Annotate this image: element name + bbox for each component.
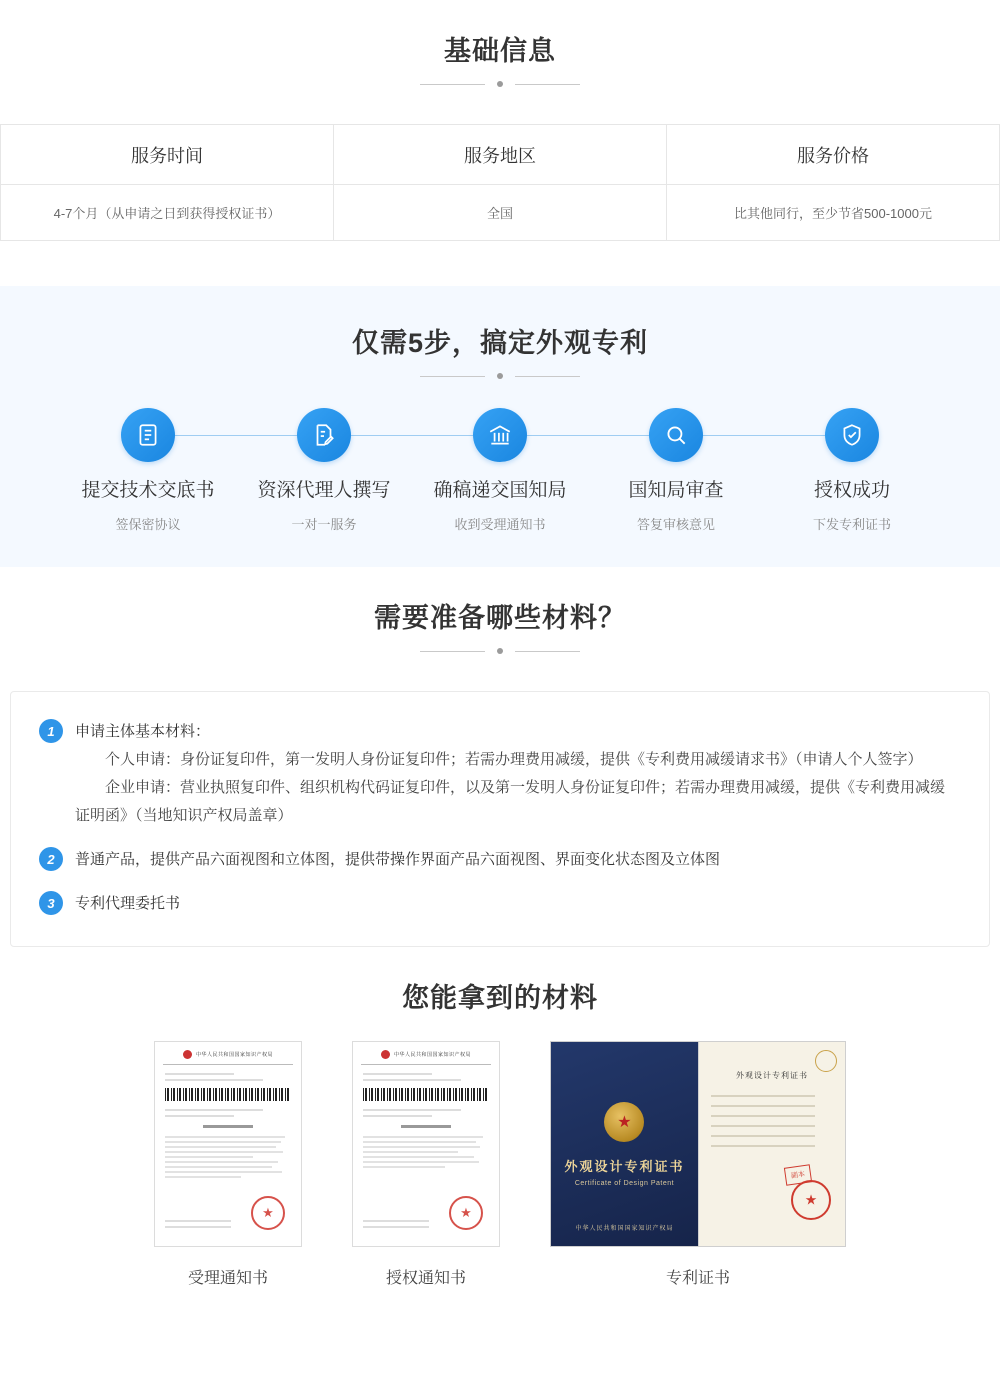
step-label: 授权成功 bbox=[813, 480, 890, 501]
certificate-field-lines bbox=[711, 1095, 833, 1147]
basic-info-heading bbox=[0, 0, 1000, 90]
national-emblem-icon bbox=[381, 1050, 390, 1059]
red-seal-icon bbox=[449, 1196, 483, 1230]
materials-heading bbox=[0, 567, 1000, 657]
red-seal-icon bbox=[791, 1180, 831, 1220]
certificate-inner-page bbox=[698, 1042, 845, 1246]
document-thumbnail bbox=[154, 1041, 302, 1247]
document-header bbox=[363, 1050, 489, 1059]
list-item-number: 1 bbox=[39, 719, 63, 743]
certificate-issuer: 中华人民共和国国家知识产权局 bbox=[575, 1226, 674, 1232]
column-header-service-price: 服务价格 bbox=[667, 125, 1000, 185]
step-label: 资深代理人撰写 bbox=[257, 480, 391, 501]
barcode bbox=[165, 1088, 291, 1101]
basic-info-table bbox=[0, 124, 1000, 241]
step-sublabel: 答复审核意见 bbox=[636, 517, 715, 532]
decoration-line-right bbox=[515, 376, 580, 377]
magnifier-icon bbox=[649, 408, 703, 462]
document-subtitle bbox=[363, 1125, 489, 1128]
national-emblem-icon bbox=[183, 1050, 192, 1059]
edit-document-icon bbox=[297, 408, 351, 462]
page-title: 基础信息 bbox=[444, 36, 556, 66]
divider bbox=[361, 1064, 491, 1065]
deliverables-list bbox=[0, 1041, 1000, 1298]
step-sublabel: 签保密协议 bbox=[115, 517, 181, 532]
certificate-cover bbox=[551, 1042, 698, 1246]
document-body bbox=[165, 1136, 291, 1178]
document-header-text: 中华人民共和国国家知识产权局 bbox=[393, 1052, 471, 1058]
document-meta-lines bbox=[165, 1073, 291, 1081]
list-item-body bbox=[75, 846, 720, 874]
steps-heading bbox=[0, 316, 1000, 382]
materials-title: 需要准备哪些材料？ bbox=[374, 603, 626, 633]
decoration-dot bbox=[497, 81, 503, 87]
column-header-service-region: 服务地区 bbox=[334, 125, 667, 185]
title-decoration bbox=[420, 372, 580, 382]
duplicate-stamp: 副本 bbox=[784, 1164, 812, 1185]
list-item-lead: 普通产品，提供产品六面视图和立体图，提供带操作界面产品六面视图、界面变化状态图及立体图 bbox=[75, 851, 721, 868]
barcode bbox=[363, 1088, 489, 1101]
document-body bbox=[363, 1136, 489, 1168]
document-header-text: 中华人民共和国国家知识产权局 bbox=[195, 1052, 273, 1058]
step-item-4 bbox=[588, 408, 764, 533]
deliverable-caption: 专利证书 bbox=[665, 1270, 730, 1287]
certificate-inner-title: 外观设计专利证书 bbox=[735, 1071, 808, 1080]
decoration-line-left bbox=[420, 376, 485, 377]
government-building-icon bbox=[473, 408, 527, 462]
deliverable-item-grant-notice bbox=[352, 1041, 500, 1288]
deliverable-item-acceptance-notice bbox=[154, 1041, 302, 1288]
document-meta-lines-2 bbox=[363, 1109, 489, 1117]
list-item bbox=[39, 846, 959, 874]
list-item-body bbox=[75, 890, 180, 918]
document-footer-lines bbox=[165, 1220, 231, 1232]
list-item-body bbox=[75, 718, 959, 830]
decoration-line-right bbox=[515, 651, 580, 652]
materials-box bbox=[10, 691, 990, 947]
certificate-title-en: Certificate of Design Patent bbox=[574, 1179, 675, 1187]
list-item-number: 3 bbox=[39, 891, 63, 915]
deliverable-item-patent-certificate bbox=[550, 1041, 846, 1288]
deliverables-heading bbox=[0, 947, 1000, 1017]
deliverables-title: 您能拿到的材料 bbox=[402, 983, 598, 1013]
step-sublabel: 一对一服务 bbox=[291, 517, 357, 532]
document-thumbnail bbox=[352, 1041, 500, 1247]
step-sublabel: 收到受理通知书 bbox=[454, 517, 546, 532]
certificate-badge-icon bbox=[815, 1050, 837, 1072]
certificate-thumbnail bbox=[550, 1041, 846, 1247]
document-pen-icon bbox=[121, 408, 175, 462]
steps-section bbox=[0, 286, 1000, 567]
certificate-title-cn: 外观设计专利证书 bbox=[564, 1158, 685, 1174]
title-decoration bbox=[420, 647, 580, 657]
cell-service-time: 4-7个月（从申请之日到获得授权证书） bbox=[1, 185, 334, 241]
list-item-number: 2 bbox=[39, 847, 63, 871]
national-emblem-icon bbox=[604, 1102, 644, 1142]
step-label: 国知局审查 bbox=[628, 480, 724, 501]
deliverable-caption: 授权通知书 bbox=[385, 1270, 466, 1287]
list-item-line-1: 个人申请：身份证复印件，第一发明人身份证复印件；若需办理费用减缓，提供《专利费用减缓请求书》（申请人个人签字） bbox=[105, 751, 923, 768]
step-item-5 bbox=[764, 408, 940, 533]
shield-check-icon bbox=[825, 408, 879, 462]
document-meta-lines bbox=[363, 1073, 489, 1081]
step-item-2 bbox=[236, 408, 412, 533]
deliverable-caption: 受理通知书 bbox=[187, 1270, 268, 1287]
steps-title: 仅需5步，搞定外观专利 bbox=[351, 328, 649, 358]
decoration-line-left bbox=[420, 84, 485, 85]
divider bbox=[163, 1064, 293, 1065]
decoration-dot bbox=[497, 373, 503, 379]
document-meta-lines-2 bbox=[165, 1109, 291, 1117]
decoration-line-right bbox=[515, 84, 580, 85]
cell-service-region: 全国 bbox=[334, 185, 667, 241]
list-item-lead: 申请主体基本材料： bbox=[75, 723, 211, 740]
basic-info-table-wrap bbox=[0, 124, 1000, 241]
table-row bbox=[1, 185, 1000, 241]
step-label: 提交技术交底书 bbox=[81, 480, 215, 501]
document-subtitle bbox=[165, 1125, 291, 1128]
title-decoration bbox=[420, 80, 580, 90]
step-item-3 bbox=[412, 408, 588, 533]
document-footer-lines bbox=[363, 1220, 429, 1232]
document-header bbox=[165, 1050, 291, 1059]
table-header-row bbox=[1, 125, 1000, 185]
red-seal-icon bbox=[251, 1196, 285, 1230]
step-label: 确稿递交国知局 bbox=[433, 480, 567, 501]
decoration-dot bbox=[497, 648, 503, 654]
step-item-1 bbox=[60, 408, 236, 533]
list-item bbox=[39, 718, 959, 830]
list-item-line-2: 企业申请：营业执照复印件、组织机构代码证复印件，以及第一发明人身份证复印件；若需办理费用减缓，提供《专利费用减缓证明函》（当地知识产权局盖章） bbox=[75, 779, 946, 824]
column-header-service-time: 服务时间 bbox=[1, 125, 334, 185]
decoration-line-left bbox=[420, 651, 485, 652]
list-item bbox=[39, 890, 959, 918]
list-item-lead: 专利代理委托书 bbox=[75, 895, 181, 912]
cell-service-price: 比其他同行，至少节省500-1000元 bbox=[667, 185, 1000, 241]
step-sublabel: 下发专利证书 bbox=[812, 517, 891, 532]
steps-list bbox=[0, 408, 1000, 533]
